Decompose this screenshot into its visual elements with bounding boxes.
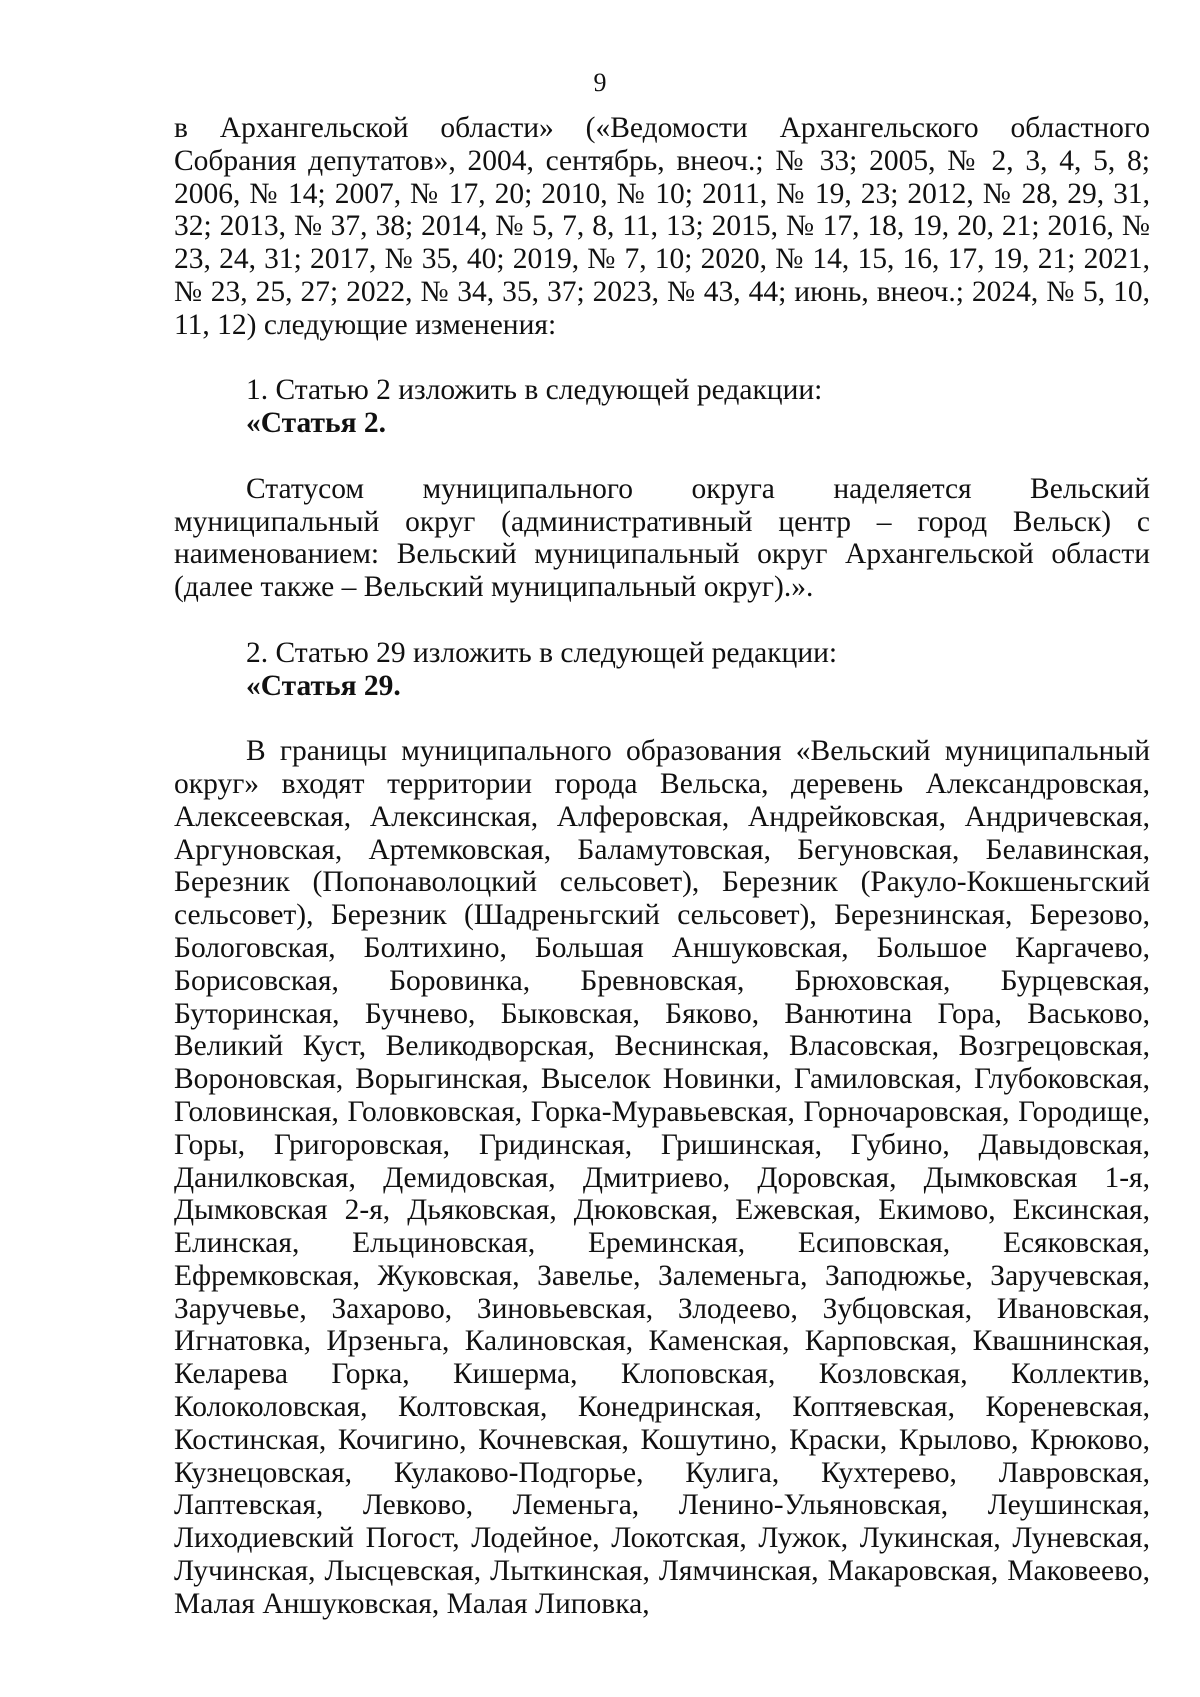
intro-paragraph: в Архангельской области» («Ведомости Архангельского областного Собрания депутатов», 2004, сентябрь, внеоч.; № 33; 2005, № 2, 3, 4, 5, 8; 2006, № 14; 2007, № 17, 20; 2010, № 10; 2011, № 19, 23; 2012, № 28, 29, 31, 32; 2013, № 37, 38; 2014, № 5, 7, 8, 11, 13; 2015, № 17, 18, 19, 20, 21; 2016, № 23, 24, 31; 2017, № 35, 40; 2019, № 7, 10; 2020, № 14, 15, 16, 17, 19, 21; 2021, № 23, 25, 27; 2022, № 34, 35, 37; 2023, № 43, 44; июнь, внеоч.; 2024, № 5, 10, 11, 12) следующие изменения: xyxy=(174,112,1150,341)
item-2-instruction: 2. Статью 29 изложить в следующей редакции: xyxy=(246,636,838,669)
item-2-article-text: В границы муниципального образования «Вельский муниципальный округ» входят территории города Вельска, деревень Александровская, Алексеевская, Алексинская, Алферовская, Андрейковская, Андричевская, Аргуновская, Артемковская, Баламутовская, Бегуновская, Белавинская, Березник (Попонаволоцкий сельсовет), Березник (Ракуло-Кокшеньгский сельсовет), Березник (Шадреньгский сельсовет), Березнинская, Березово, Бологовская, Болтихино, Большая Аншуковская, Большое Каргачево, Борисовская, Боровинка, Бревновская, Брюховская, Бурцевская, Буторинская, Бучнево, Быковская, Бяково, Ванютина Гора, Васьково, Великий Куст, Великодворская, Веснинская, Власовская, Возгрецовская, Вороновская, Ворыгинская, Выселок Новинки, Гамиловская, Глубоковская, Головинская, Головковская, Горка-Муравьевская, Горночаровская, Городище, Горы, Григоровская, Гридинская, Гришинская, Губино, Давыдовская, Данилковская, Демидовская, Дмитриево, Доровская, Дымковская 1-я, Дымковская 2-я, Дьяковская, Дюковская, Ежевская, Екимово, Ексинская, Елинская, Ельциновская, Ереминская, Есиповская, Есяковская, Ефремковская, Жуковская, Завелье, Залеменьга, Заподюжье, Заручевская, Заручевье, Захарово, Зиновьевская, Злодеево, Зубцовская, Ивановская, Игнатовка, Ирзеньга, Калиновская, Каменская, Карповская, Квашнинская, Келарева Горка, Кишерма, Клоповская, Козловская, Коллектив, Колоколовская, Колтовская, Конедринская, Коптяевская, Кореневская, Костинская, Кочигино, Кочневская, Кошутино, Краски, Крылово, Крюково, Кузнецовская, Кулаково-Подгорье, Кулига, Кухтерево, Лавровская, Лаптевская, Левково, Леменьга, Ленино-Ульяновская, Леушинская, Лиходиевский Погост, Лодейное, Локотская, Лужок, Лукинская, Луневская, Лучинская, Лысцевская, Лыткинская, Лямчинская, Макаровская, Маковеево, Малая Аншуковская, Малая Липовка, xyxy=(174,735,1150,1620)
paragraph-gap xyxy=(174,342,1150,375)
paragraph-gap xyxy=(174,604,1150,637)
item-1-instruction: 1. Статью 2 изложить в следующей редакции: xyxy=(246,374,823,407)
paragraph-gap xyxy=(174,440,1150,473)
item-2-article-title: «Статья 29. xyxy=(246,669,401,702)
paragraph-gap xyxy=(174,702,1150,735)
document-body xyxy=(174,112,1150,1621)
page-number: 9 xyxy=(593,68,607,97)
item-1-article-title: «Статья 2. xyxy=(246,407,387,440)
item-1-article-text: Статусом муниципального округа наделяется Вельский муниципальный округ (административный центр – город Вельск) с наименованием: Вельский муниципальный округ Архангельской области (далее также – Вельский муниципальный округ).». xyxy=(174,472,1150,604)
